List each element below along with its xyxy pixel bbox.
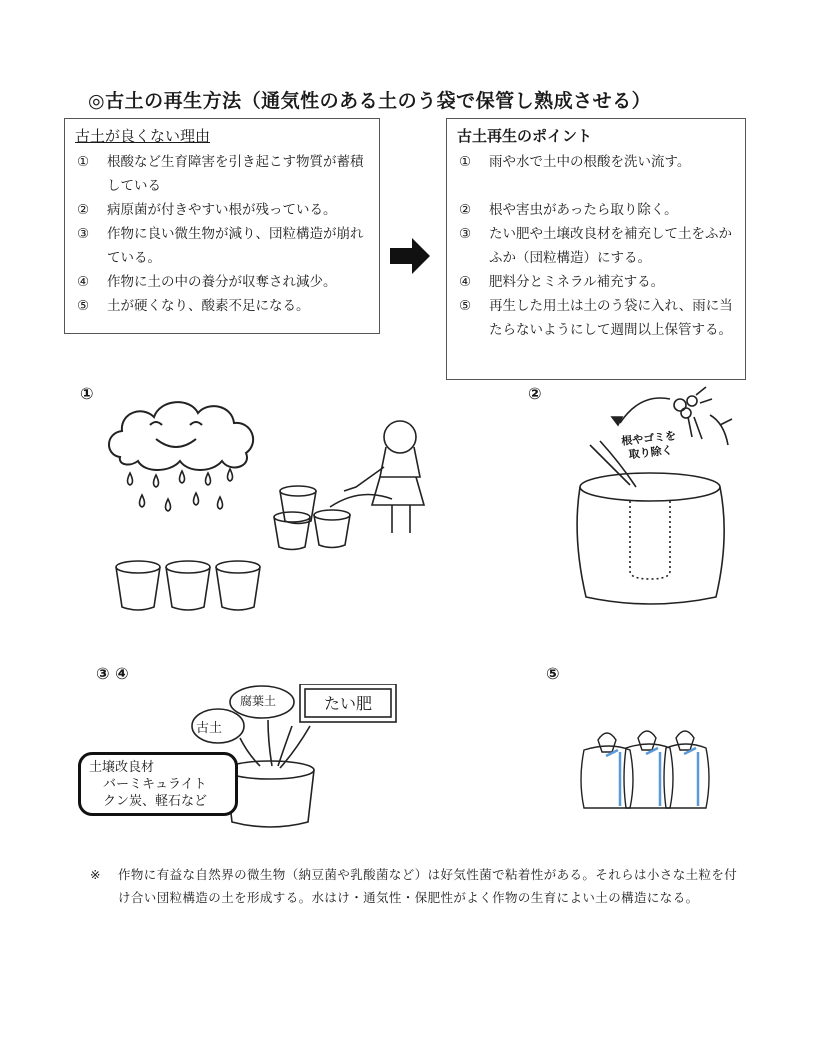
remove-roots-illustration — [560, 385, 750, 610]
remove-roots-caption: 根やゴミを 取り除く — [620, 429, 677, 462]
leaf-mold-label: 腐葉土 — [240, 694, 277, 708]
list-item: ② 根や害虫があったら取り除く。 — [459, 202, 678, 218]
old-soil-label: 古土 — [196, 721, 223, 736]
bad-reasons-list — [65, 150, 379, 318]
list-item: ⑤ 再生した用土は土のう袋に入れ、雨に当たらないようにして週間以上保管する。 — [459, 298, 733, 338]
list-item: ④ 肥料分とミネラル補充する。 — [459, 274, 665, 290]
list-item: ③ たい肥や土壌改良材を補充して土をふかふか（団粒構造）にする。 — [459, 226, 732, 266]
bad-reasons-box — [64, 118, 380, 334]
figure-label-34: ③ ④ — [96, 664, 129, 683]
note-text: 作物に有益な自然界の微生物（納豆菌や乳酸菌など）は好気性菌で粘着性がある。それらは小さな土粒を付け合い団粒構造の土を形成する。水はけ・通気性・保肥性がよく作物の生育によい土の構造になる。 — [118, 867, 738, 905]
microorganism-note — [90, 863, 738, 909]
regeneration-list — [447, 150, 745, 342]
figure-label-1: ① — [80, 384, 94, 403]
sandbags-illustration — [574, 720, 714, 812]
list-item: ③ 作物に良い微生物が減り、団粒構造が崩れている。 — [77, 226, 364, 266]
soil-amendment-box: 土壌改良材 バーミキュライト クン炭、軽石など — [78, 752, 238, 816]
page-title: ◎古土の再生方法（通気性のある土のう袋で保管し熟成させる） — [88, 90, 652, 112]
list-item: ④ 作物に土の中の養分が収奪され減少。 — [77, 274, 337, 290]
list-item: ⑤ 土が硬くなり、酸素不足になる。 — [77, 298, 310, 314]
figure-label-5: ⑤ — [546, 664, 560, 683]
list-item: ② 病原菌が付きやすい根が残っている。 — [77, 202, 337, 218]
compost-label: たい肥 — [324, 694, 373, 713]
list-item: ① 根酸など生育障害を引き起こす物質が蓄積している — [77, 154, 364, 194]
regeneration-heading: 古土再生のポイント — [457, 127, 593, 145]
regeneration-points-box — [446, 118, 746, 380]
rain-cloud-illustration — [100, 395, 440, 620]
list-item: ① 雨や水で土中の根酸を洗い流す。 — [459, 154, 691, 170]
figure-label-2: ② — [528, 384, 542, 403]
bad-reasons-heading: 古土が良くない理由 — [75, 127, 211, 145]
right-arrow-icon — [390, 236, 432, 276]
note-mark: ※ — [90, 867, 101, 882]
